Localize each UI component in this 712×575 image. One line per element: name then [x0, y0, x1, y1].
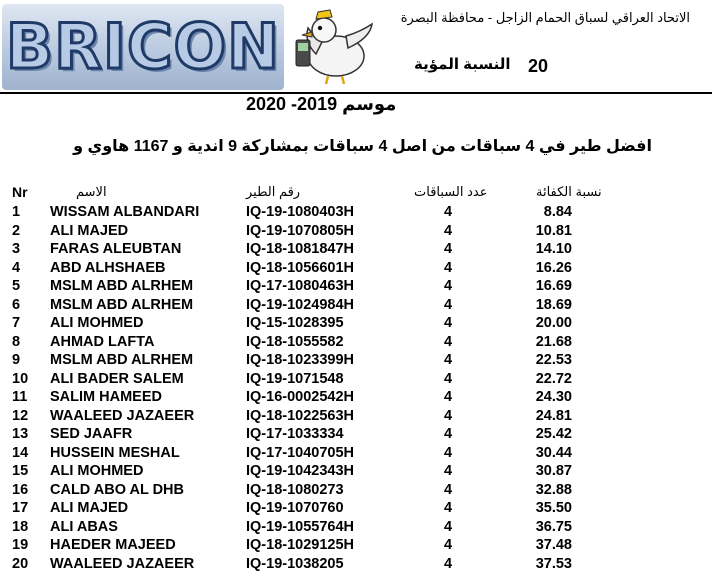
races-count: 4: [443, 555, 453, 572]
table-row: [0, 333, 712, 352]
row-number: 3: [12, 241, 21, 257]
fancier-name: ALI BADER SALEM: [50, 370, 184, 387]
table-row: [0, 314, 712, 333]
row-number: 12: [12, 407, 29, 424]
fancier-name: AHMAD LAFTA: [50, 333, 155, 350]
fancier-name: ALI ABAS: [50, 518, 118, 535]
efficiency-value: 16.69: [535, 278, 572, 294]
table-row: [0, 259, 712, 278]
table-row: [0, 388, 712, 407]
efficiency-value: 10.81: [535, 222, 572, 239]
efficiency-value: 8.84: [543, 204, 572, 220]
fancier-name: FARAS ALEUBTAN: [50, 241, 182, 257]
header-name: الاسم: [76, 184, 107, 199]
row-number: 11: [12, 389, 28, 405]
ring-number: IQ-18-1056601H: [246, 259, 355, 276]
ring-number: IQ-18-1080273: [246, 481, 344, 498]
table-row: [0, 407, 712, 426]
fancier-name: WAALEED JAZAEER: [50, 407, 195, 424]
table-row: [0, 462, 712, 481]
report-subtitle: افضل طير في 4 سباقات من اصل 4 سباقات بمشاركة 9 اندية و 1167 هاوي و: [73, 138, 652, 155]
row-number: 5: [12, 278, 21, 294]
table-row: [0, 222, 712, 241]
efficiency-value: 21.68: [535, 333, 572, 350]
efficiency-value: 30.87: [535, 463, 572, 479]
efficiency-value: 22.72: [535, 370, 572, 387]
org-title: الاتحاد العراقي لسباق الحمام الزاجل - محافظة البصرة: [400, 10, 690, 25]
ring-number: IQ-18-1022563H: [246, 407, 355, 424]
table-row: [0, 499, 712, 518]
table-row: [0, 296, 712, 315]
ring-number: IQ-17-1040705H: [246, 444, 355, 461]
efficiency-value: 37.48: [535, 537, 572, 553]
table-row: [0, 444, 712, 463]
row-number: 8: [12, 333, 21, 350]
races-count: 4: [443, 278, 453, 294]
ring-number: IQ-19-1070805H: [246, 222, 355, 239]
races-count: 4: [443, 481, 453, 498]
efficiency-value: 30.44: [535, 444, 572, 461]
row-number: 7: [12, 315, 21, 331]
row-number: 9: [12, 352, 21, 368]
fancier-name: HUSSEIN MESHAL: [50, 444, 180, 461]
table-row: [0, 555, 712, 574]
pigeon-mascot-icon: [286, 2, 376, 86]
efficiency-value: 37.53: [535, 555, 572, 572]
efficiency-value: 32.88: [535, 481, 572, 498]
races-count: 4: [443, 352, 453, 368]
header-band: [0, 0, 712, 94]
bricon-logo: [2, 4, 284, 90]
table-row: [0, 240, 712, 259]
ring-number: IQ-19-1071548: [246, 370, 344, 387]
header-nr: Nr: [12, 184, 28, 200]
races-count: 4: [443, 444, 453, 461]
table-row: [0, 536, 712, 555]
races-count: 4: [443, 259, 453, 276]
row-number: 10: [12, 370, 29, 387]
efficiency-value: 36.75: [535, 518, 572, 535]
ring-number: IQ-19-1038205: [246, 555, 344, 572]
row-number: 14: [12, 444, 29, 461]
ring-number: IQ-19-1024984H: [246, 296, 355, 313]
table-row: [0, 425, 712, 444]
races-count: 4: [443, 333, 453, 350]
row-number: 16: [12, 481, 29, 498]
header-ring: رقم الطير: [246, 184, 301, 199]
ring-number: IQ-19-1042343H: [246, 463, 355, 479]
races-count: 4: [443, 407, 453, 424]
row-number: 20: [12, 555, 29, 572]
row-number: 1: [12, 204, 21, 220]
races-count: 4: [443, 222, 453, 239]
row-number: 15: [12, 463, 29, 479]
table-row: [0, 481, 712, 500]
fancier-name: ABD ALHSHAEB: [50, 259, 166, 276]
races-count: 4: [443, 204, 453, 220]
ring-number: IQ-19-1055764H: [246, 518, 355, 535]
ring-number: IQ-17-1080463H: [246, 278, 355, 294]
table-row: [0, 351, 712, 370]
efficiency-value: 22.53: [535, 352, 572, 368]
efficiency-value: 20.00: [535, 315, 572, 331]
fancier-name: ALI MOHMED: [50, 463, 144, 479]
table-row: [0, 518, 712, 537]
fancier-name: MSLM ABD ALRHEM: [50, 278, 194, 294]
fancier-name: MSLM ABD ALRHEM: [50, 352, 194, 368]
ring-number: IQ-19-1070760: [246, 500, 344, 516]
row-number: 18: [12, 518, 29, 535]
fancier-name: WAALEED JAZAEER: [50, 555, 195, 572]
row-number: 13: [12, 426, 29, 442]
row-number: 2: [12, 222, 21, 239]
races-count: 4: [443, 389, 453, 405]
races-count: 4: [443, 296, 453, 313]
header-efficiency: نسبة الكفائة: [536, 184, 602, 199]
fancier-name: CALD ABO AL DHB: [50, 481, 184, 498]
efficiency-value: 24.81: [535, 407, 572, 424]
fancier-name: MSLM ABD ALRHEM: [50, 296, 194, 313]
fancier-name: ALI MAJED: [50, 222, 129, 239]
races-count: 4: [443, 370, 453, 387]
row-number: 19: [12, 537, 29, 553]
percentage-value: 20: [528, 56, 549, 76]
races-count: 4: [443, 426, 453, 442]
efficiency-value: 35.50: [535, 500, 572, 516]
efficiency-value: 24.30: [535, 389, 572, 405]
races-count: 4: [443, 315, 453, 331]
fancier-name: WISSAM ALBANDARI: [50, 204, 200, 220]
ring-number: IQ-18-1023399H: [246, 352, 355, 368]
ring-number: IQ-18-1081847H: [246, 241, 355, 257]
table-row: [0, 277, 712, 296]
ring-number: IQ-18-1055582: [246, 333, 344, 350]
fancier-name: SALIM HAMEED: [50, 389, 162, 405]
ring-number: IQ-15-1028395: [246, 315, 344, 331]
fancier-name: ALI MOHMED: [50, 315, 144, 331]
races-count: 4: [443, 500, 453, 516]
logo-text: BRICON: [5, 10, 281, 83]
row-number: 4: [12, 259, 21, 276]
ring-number: IQ-17-1033334: [246, 426, 344, 442]
season-title: موسم 2019- 2020: [246, 94, 397, 114]
efficiency-value: 14.10: [535, 241, 572, 257]
efficiency-value: 16.26: [535, 259, 572, 276]
races-count: 4: [443, 241, 453, 257]
table-row: [0, 203, 712, 222]
races-count: 4: [443, 518, 453, 535]
header-races: عدد السباقات: [414, 184, 488, 199]
races-count: 4: [443, 537, 453, 553]
races-count: 4: [443, 463, 453, 479]
fancier-name: SED JAAFR: [50, 426, 133, 442]
fancier-name: ALI MAJED: [50, 500, 129, 516]
row-number: 6: [12, 296, 21, 313]
ring-number: IQ-16-0002542H: [246, 389, 355, 405]
percentage-label: النسبة المؤية: [414, 56, 511, 73]
fancier-name: HAEDER MAJEED: [50, 537, 176, 553]
row-number: 17: [12, 500, 29, 516]
efficiency-value: 18.69: [535, 296, 572, 313]
efficiency-value: 25.42: [535, 426, 572, 442]
ring-number: IQ-18-1029125H: [246, 537, 355, 553]
table-row: [0, 370, 712, 389]
ring-number: IQ-19-1080403H: [246, 204, 355, 220]
